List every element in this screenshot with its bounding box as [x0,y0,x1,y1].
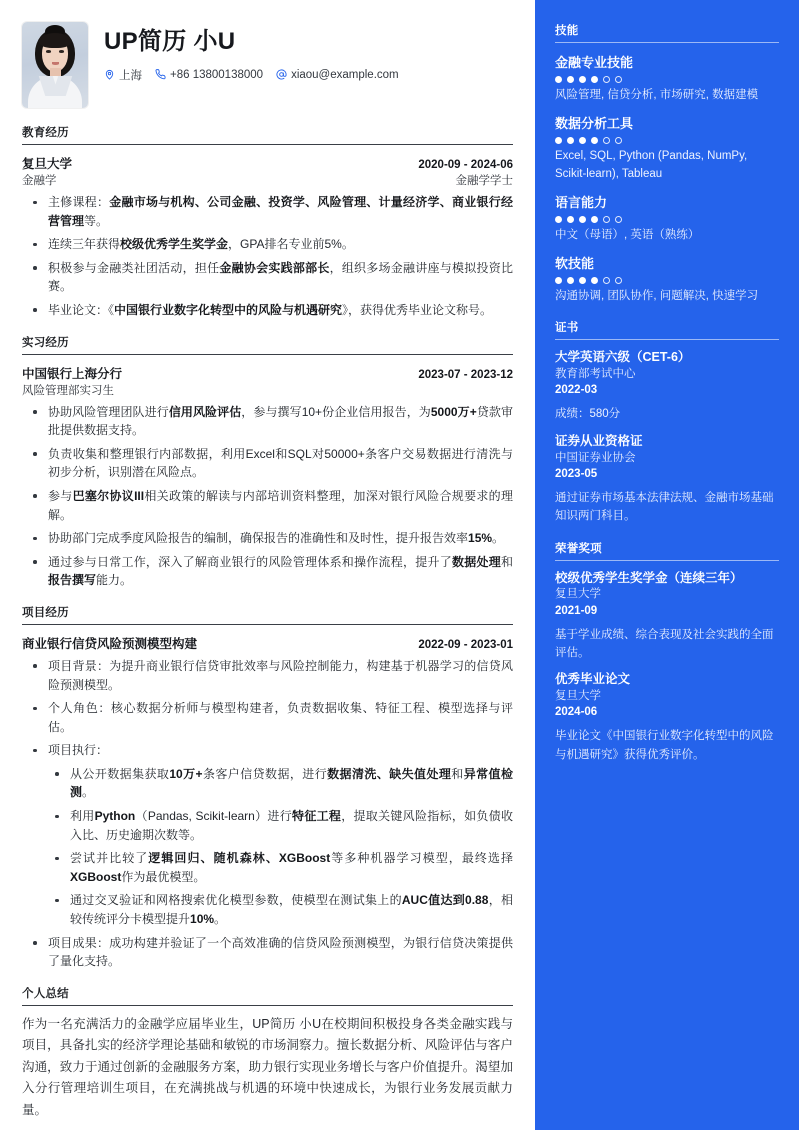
resume-section [22,334,513,590]
sub-bullet-list [48,765,513,929]
entry-date: 2022-09 - 2023-01 [418,638,513,651]
resume-sidebar [535,0,799,1130]
entry-bullet-list [22,657,513,971]
contact-phone-text: +86 13800138000 [170,68,264,81]
sidebar-section-certificates [555,319,779,525]
skill-level-dots [555,277,779,284]
bullet-item: 负责收集和整理银行内部数据，利用Excel和SQL对50000+条客户交易数据进行清洗与初步分析，识别潜在风险点。 [22,445,513,482]
skill-dot [603,216,610,223]
bullet-item: 积极参与金融类社团活动，担任金融协会实践部部长，组织多场金融讲座与模拟投资比赛。 [22,259,513,296]
location-pin-icon [104,69,115,80]
award-item [555,671,779,764]
award-list [555,570,779,765]
skill-dot [615,137,622,144]
certificate-organization: 中国证券业协会 [555,451,636,464]
certificate-item [555,433,779,526]
bullet-item: 项目执行： 从公开数据集获取10万+条客户信贷数据，进行数据清洗、缺失值处理和异常值检测。 利用Python（Pandas, Scikit-learn）进行特征工程，提取关键风险指标，如负债收入比、历史逾期次数等。 尝试并比较了逻辑回归、随机森林、XGBoost等多种机器学习模型，最终选择XGBoost作为最优模型。 通过交叉验证和网格搜索优化模型参数，使模型在测试集上的AUC值达到0.88，相较传统评分卡模型提升10%。 [22,741,513,928]
certificate-list [555,349,779,525]
award-name: 校级优秀学生奖学金（连续三年） [555,570,743,585]
skill-list [555,52,779,305]
entry-date: 2020-09 - 2024-06 [418,159,513,171]
section-personal-summary [22,985,513,1122]
skill-dot [555,277,562,284]
bullet-item: 主修课程：金融市场与机构、公司金融、投资学、风险管理、计量经济学、商业银行经营管理等。 [22,193,513,230]
skill-description: Excel, SQL, Python (Pandas, NumPy, Scikit-learn), Tableau [555,150,748,180]
award-item [555,570,779,663]
entry-sub-row [22,172,513,188]
skill-dot [555,216,562,223]
skill-level-dots [555,76,779,83]
entry-subtitle: 金融学 [22,175,57,187]
skill-dot [591,76,598,83]
section-title: 实习经历 [22,334,513,355]
award-organization: 复旦大学 [555,588,601,601]
skill-dot [591,216,598,223]
entry-bullet-list [22,403,513,590]
certificate-name: 大学英语六级（CET-6） [555,350,691,365]
skill-description: 中文（母语）, 英语（熟练） [555,228,700,241]
entry-header-row [22,634,513,652]
contact-email-text: xiaou@example.com [291,68,399,81]
bullet-item: 毕业论文：《中国银行业数字化转型中的风险与机遇研究》，获得优秀毕业论文称号。 [22,301,513,320]
certificate-note: 成绩：580分 [555,408,621,421]
award-date: 2021-09 [555,604,598,617]
phone-icon [155,69,166,80]
resume-sections [22,124,513,971]
entry-title: 复旦大学 [22,157,73,171]
sub-bullet-item: 利用Python（Pandas, Scikit-learn）进行特征工程，提取关键风险指标，如负债收入比、历史逾期次数等。 [48,807,513,844]
sub-bullet-item: 尝试并比较了逻辑回归、随机森林、XGBoost等多种机器学习模型，最终选择XGBoost作为最优模型。 [48,849,513,886]
skill-item [555,192,779,244]
resume-header [22,22,513,108]
skill-dot [615,216,622,223]
skill-dot [579,76,586,83]
section-title: 项目经历 [22,604,513,625]
skill-level-dots [555,137,779,144]
entry-date: 2023-07 - 2023-12 [418,368,513,381]
sidebar-section-awards [555,540,779,765]
resume-entry [22,634,513,971]
skill-name: 数据分析工具 [555,116,634,132]
resume-section [22,604,513,971]
email-at-icon [276,69,287,80]
skill-dot [567,277,574,284]
contact-email [276,69,399,81]
resume-section [22,124,513,320]
certificate-note: 通过证券市场基本法律法规、金融市场基础知识两门科目。 [555,491,774,523]
award-name: 优秀毕业论文 [555,672,631,687]
entry-sub-row [22,382,513,398]
skill-item [555,253,779,305]
section-title: 教育经历 [22,124,513,145]
skill-dot [579,137,586,144]
sub-bullet-item: 通过交叉验证和网格搜索优化模型参数，使模型在测试集上的AUC值达到0.88，相较传统评分卡模型提升10%。 [48,891,513,928]
contact-phone [155,69,263,81]
award-date: 2024-06 [555,706,598,719]
sub-bullet-item: 从公开数据集获取10万+条客户信贷数据，进行数据清洗、缺失值处理和异常值检测。 [48,765,513,802]
certificate-date: 2022-03 [555,384,598,397]
resume-entry [22,364,513,590]
skill-dot [603,137,610,144]
skill-name: 语言能力 [555,194,608,210]
skill-dot [579,277,586,284]
skill-name: 金融专业技能 [555,55,634,70]
bullet-item: 项目背景：为提升商业银行信贷审批效率与风险控制能力，构建基于机器学习的信贷风险预测模型。 [22,657,513,694]
sidebar-section-title: 荣誉奖项 [555,540,779,561]
bullet-item: 连续三年获得校级优秀学生奖学金，GPA排名专业前5%。 [22,235,513,254]
summary-text: 作为一名充满活力的金融学应届毕业生，UP简历 小U在校期间积极投身各类金融实践与项目，具备扎实的经济学理论基础和敏锐的市场洞察力。擅长数据分析、风险评估与客户沟通，致力于通过创新的金融服务方案，助力银行实现业务增长与客户价值提升。渴望加入分行管理培训生项目，在充满挑战与机遇的环境中快速成长，为银行业务发展贡献力量。 [22,1016,513,1117]
skill-description: 沟通协调, 团队协作, 问题解决, 快速学习 [555,290,759,302]
bullet-item: 项目成果：成功构建并验证了一个高效准确的信贷风险预测模型，为银行信贷决策提供了量化支持。 [22,934,513,971]
skill-dot [591,137,598,144]
skill-level-dots [555,216,779,223]
award-note: 毕业论文《中国银行业数字化转型中的风险与机遇研究》获得优秀评价。 [555,730,774,761]
skill-name: 软技能 [555,256,595,271]
header-text-block [104,22,408,83]
certificate-organization: 教育部考试中心 [555,368,636,381]
skill-description: 风险管理, 信贷分析, 市场研究, 数据建模 [555,89,759,101]
skill-item [555,113,779,183]
sidebar-section-title: 技能 [555,22,779,43]
skill-dot [591,277,598,284]
candidate-name: UP简历 小U [104,28,236,55]
skill-item [555,52,779,104]
skill-dot [555,76,562,83]
certificate-name: 证券从业资格证 [555,433,643,448]
skill-dot [615,277,622,284]
bullet-item: 个人角色：核心数据分析师与模型构建者，负责数据收集、特征工程、模型选择与评估。 [22,699,513,736]
sidebar-section-title: 证书 [555,319,779,340]
skill-dot [567,216,574,223]
skill-dot [555,137,562,144]
entry-header-row [22,364,513,382]
entry-subtitle: 风险管理部实习生 [22,384,114,397]
bullet-item: 协助部门完成季度风险报告的编制，确保报告的准确性和及时性，提升报告效率15%。 [22,529,513,548]
entry-degree: 金融学学士 [455,175,513,187]
certificate-date: 2023-05 [555,467,598,480]
bullet-item: 通过参与日常工作，深入了解商业银行的风险管理体系和操作流程，提升了数据处理和报告撰写能力。 [22,553,513,590]
sidebar-section-skills [555,22,779,305]
avatar [22,22,88,108]
skill-dot [603,277,610,284]
skill-dot [603,76,610,83]
contact-location [104,67,142,83]
skill-dot [567,76,574,83]
contact-list [104,67,408,83]
skill-dot [567,137,574,144]
entry-bullet-list [22,193,513,320]
skill-dot [615,76,622,83]
entry-header-row [22,154,513,172]
skill-dot [579,216,586,223]
resume-entry [22,154,513,320]
award-note: 基于学业成绩、综合表现及社会实践的全面评估。 [555,628,774,659]
entry-title: 商业银行信贷风险预测模型构建 [22,636,198,651]
bullet-item: 协助风险管理团队进行信用风险评估，参与撰写10+份企业信用报告，为5000万+贷款审批提供数据支持。 [22,403,513,440]
section-title: 个人总结 [22,985,513,1006]
entry-title: 中国银行上海分行 [22,366,123,381]
bullet-item: 参与巴塞尔协议III相关政策的解读与内部培训资料整理，加深对银行风险合规要求的理解。 [22,487,513,524]
contact-location-text: 上海 [119,69,142,82]
award-organization: 复旦大学 [555,690,601,703]
certificate-item [555,349,779,423]
